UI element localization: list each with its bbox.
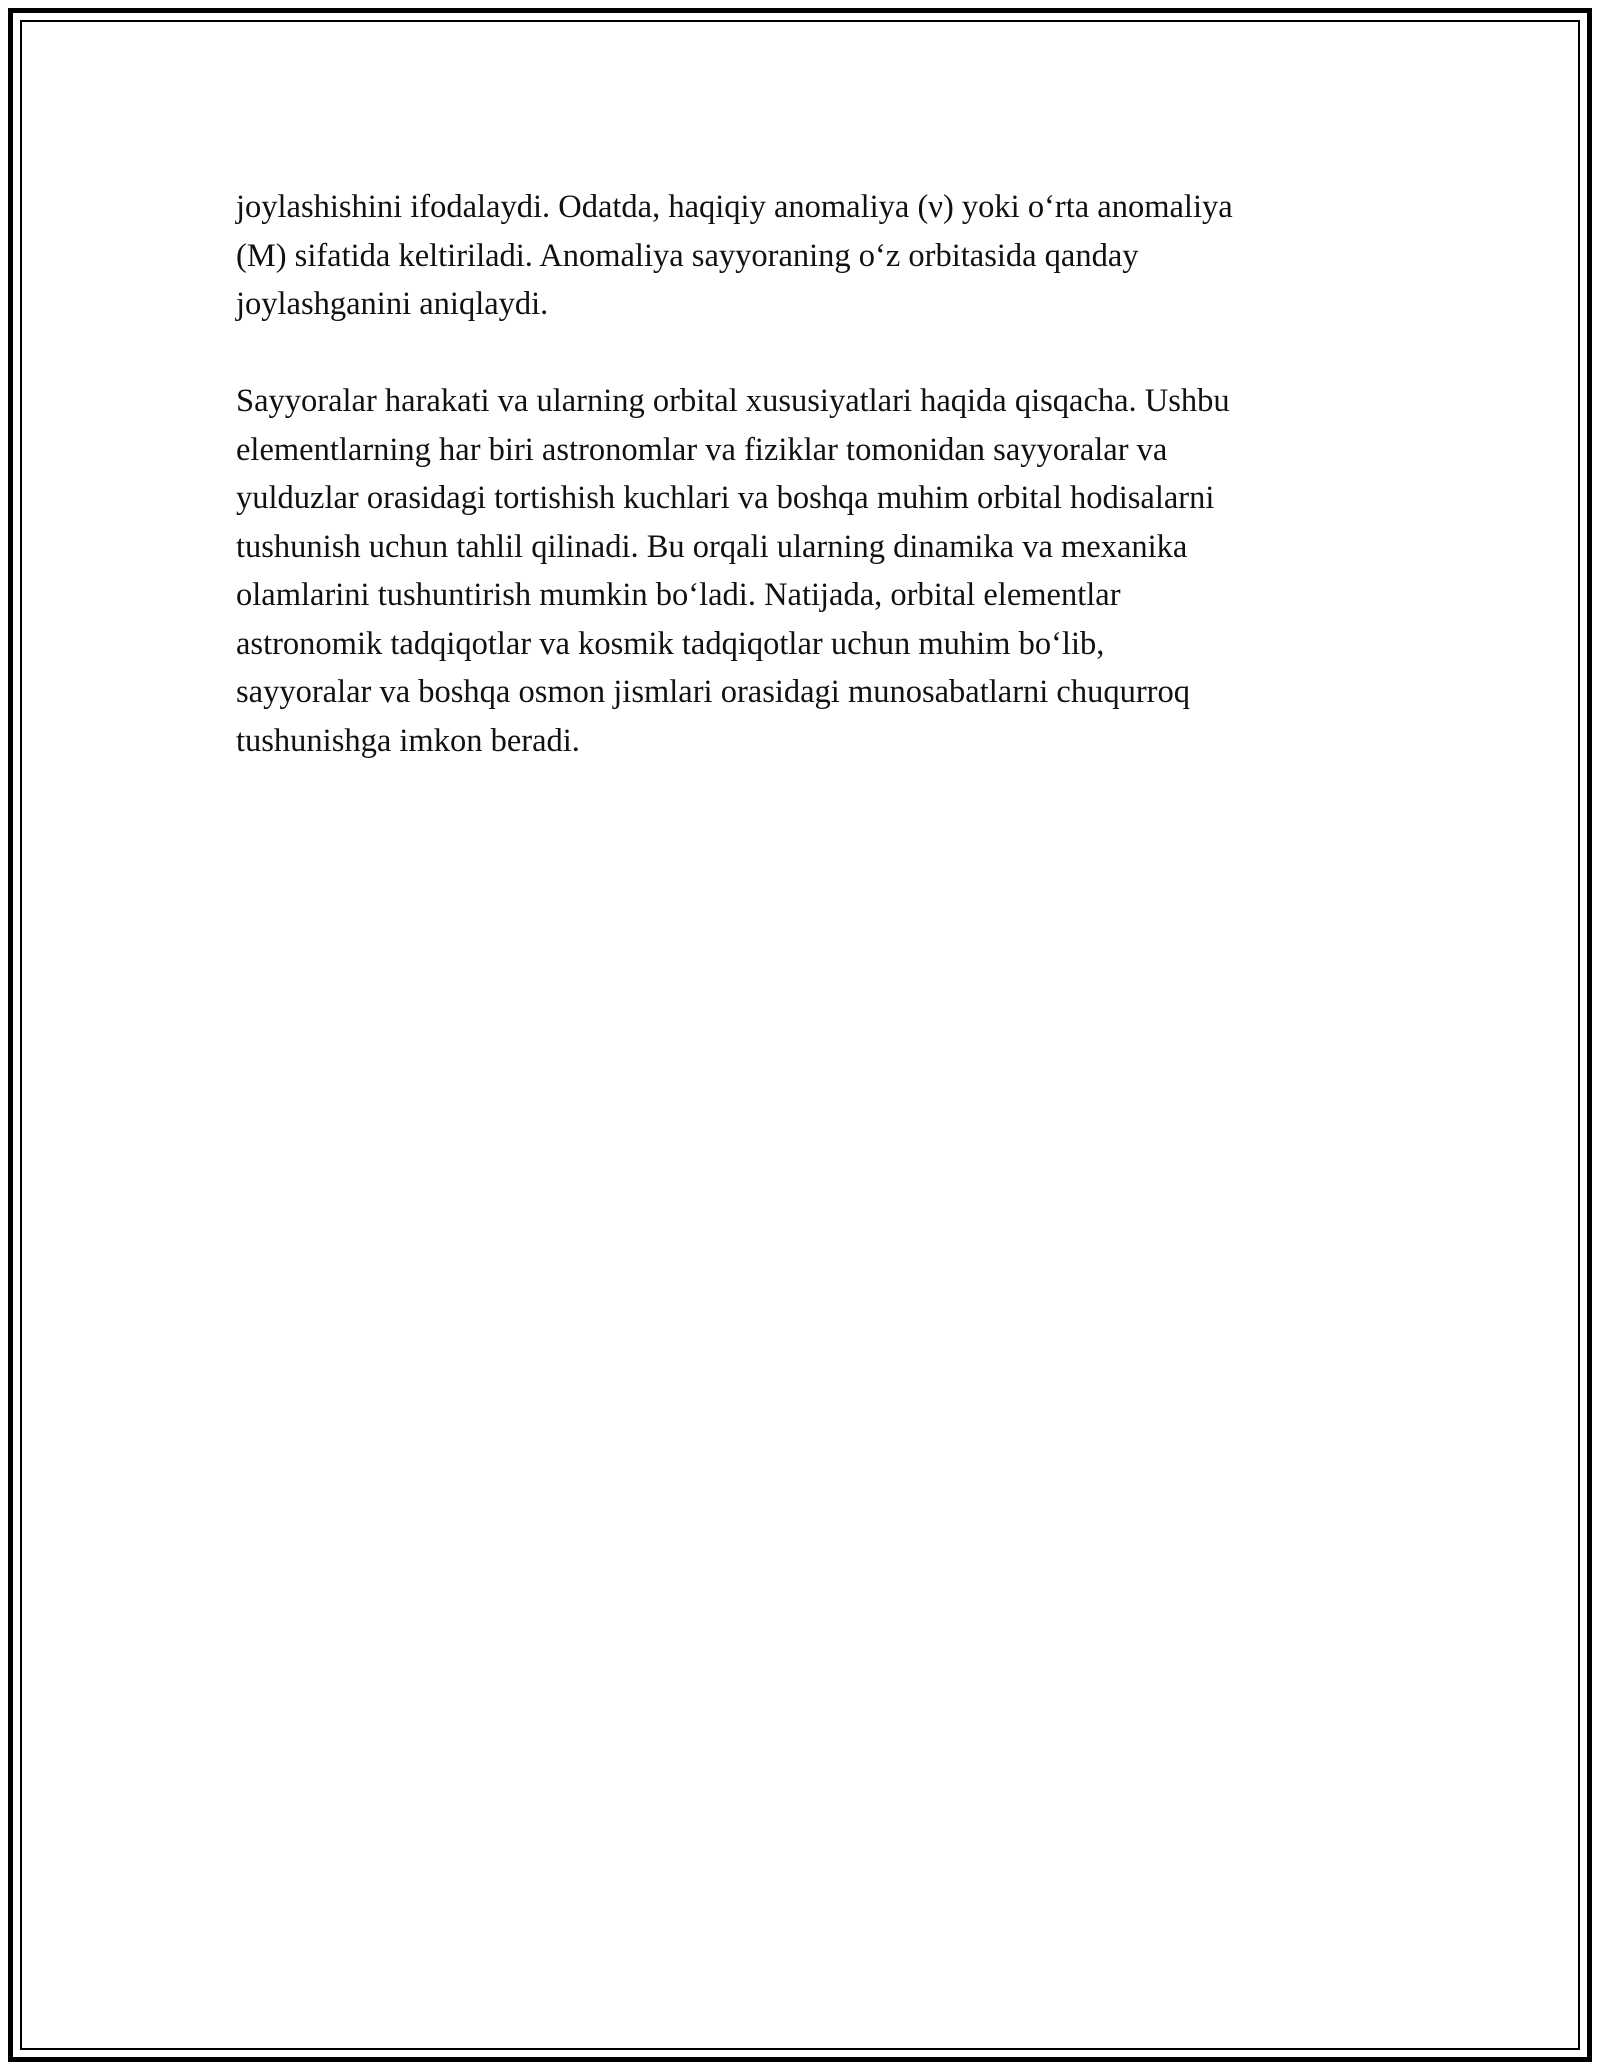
text-line: joylashganini aniqlaydi. — [236, 286, 549, 322]
paragraph-summary — [236, 377, 1376, 765]
text-line: astronomik tadqiqotlar va kosmik tadqiqotlar uchun muhim boʻlib, — [236, 625, 1105, 662]
paragraph-anomaly — [236, 183, 1376, 329]
text-line: (M) sifatida keltiriladi. Anomaliya sayyoraning oʻz orbitasida qanday — [236, 237, 1139, 274]
document-body — [236, 183, 1376, 765]
text-line: tushunishga imkon beradi. — [236, 722, 580, 759]
text-line: Sayyoralar harakati va ularning orbital xususiyatlari haqida qisqacha. Ushbu — [236, 383, 1230, 419]
text-line: sayyoralar va boshqa osmon jismlari orasidagi munosabatlarni chuqurroq — [236, 674, 1191, 710]
text-line: olamlarini tushuntirish mumkin boʻladi. Natijada, orbital elementlar — [236, 577, 1121, 613]
text-line: yulduzlar orasidagi tortishish kuchlari va boshqa muhim orbital hodisalarni — [236, 480, 1215, 516]
text-line: tushunish uchun tahlil qilinadi. Bu orqali ularning dinamika va mexanika — [236, 528, 1188, 565]
text-line: joylashishini ifodalaydi. Odatda, haqiqiy anomaliya (ν) yoki oʻrta anomaliya — [236, 189, 1233, 225]
text-line: elementlarning har biri astronomlar va fiziklar tomonidan sayyoralar va — [236, 431, 1168, 468]
